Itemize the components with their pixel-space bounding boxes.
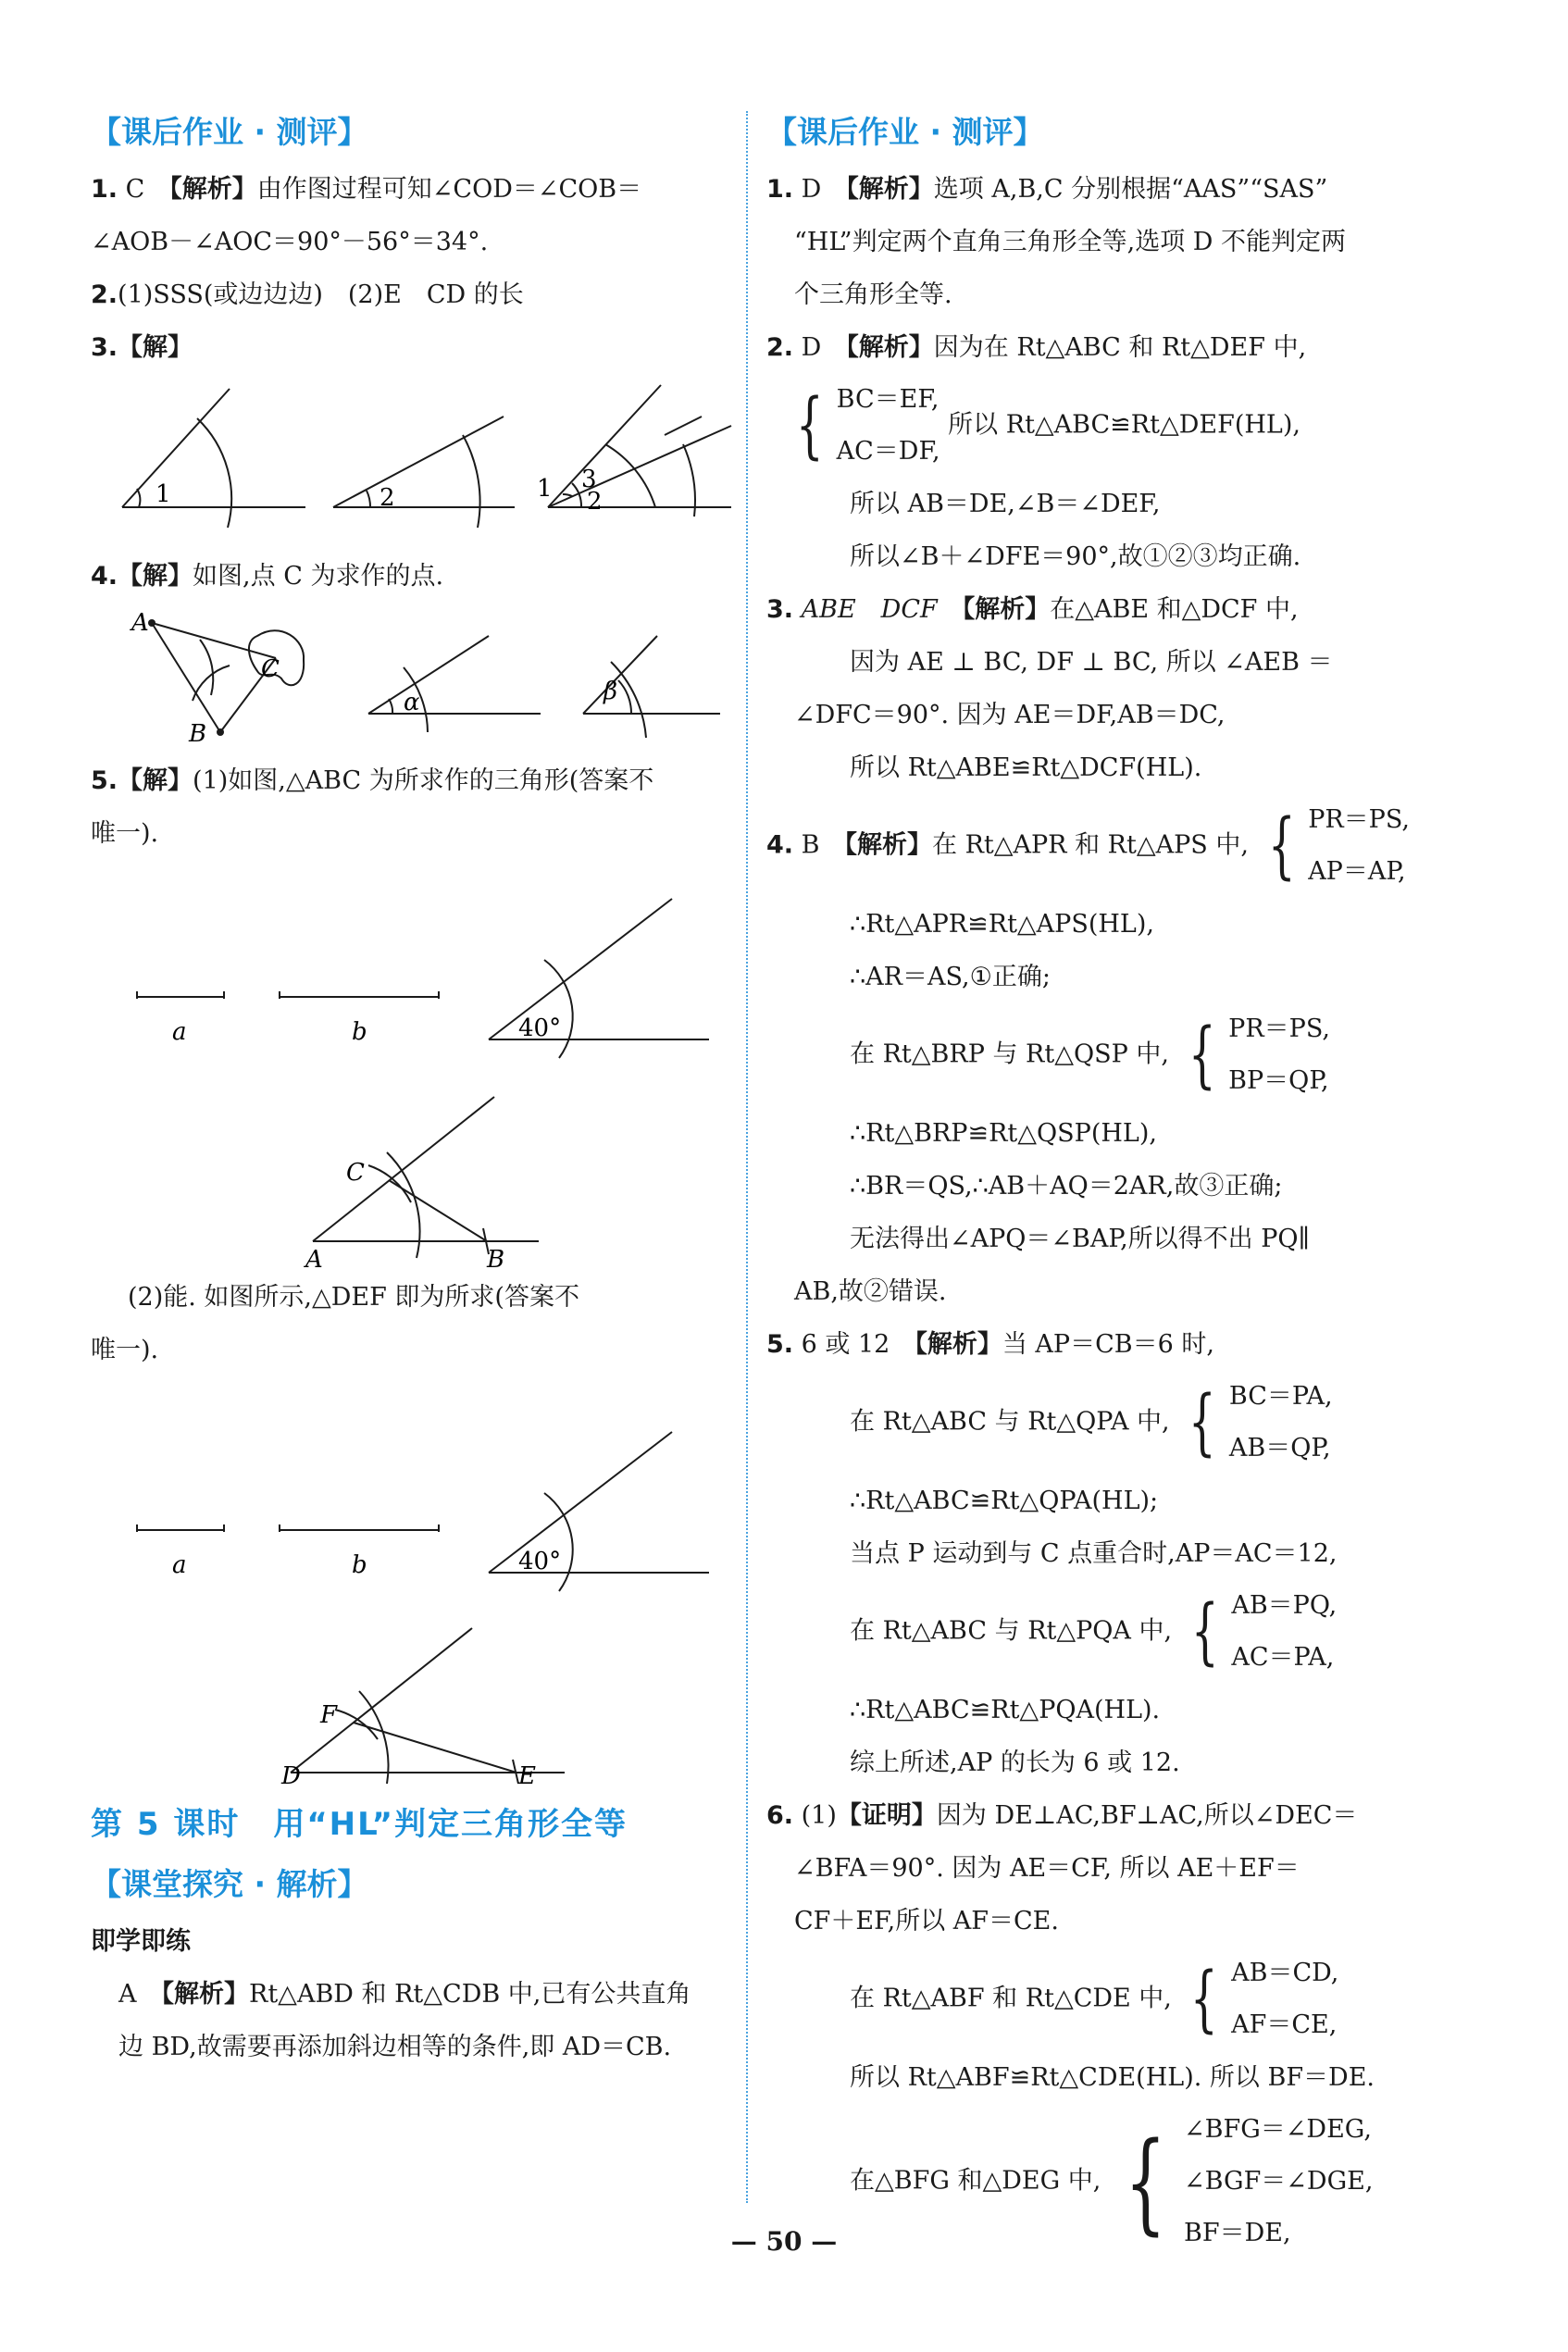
answer-text: 在 Rt△APR 和 Rt△APS 中, xyxy=(931,830,1249,860)
equation-system: { AB＝CD, AF＝CE, xyxy=(1179,1948,1338,2051)
answer-6 xyxy=(766,1789,1488,1842)
angle-label-2b: 2 xyxy=(587,488,603,516)
point-label-a: A xyxy=(305,1246,323,1274)
answer-choice: A xyxy=(118,1980,162,2009)
answer-1 xyxy=(91,163,739,216)
angle-label-2: 2 xyxy=(380,484,395,512)
point-label-b: B xyxy=(189,720,207,748)
segment-label-a: a xyxy=(172,1018,187,1046)
answer-6-line3: CF＋EF,所以 AF＝CE. xyxy=(794,1907,1059,1935)
question-number: 2. xyxy=(766,333,794,362)
right-column xyxy=(766,102,1488,2259)
question-number: 4. xyxy=(91,562,118,591)
point-label-f: F xyxy=(320,1701,338,1729)
answer-6-line5: 所以 Rt△ABF≌Rt△CDE(HL). 所以 BF＝DE. xyxy=(850,2063,1375,2092)
analysis-tag: 【解析】 xyxy=(169,175,257,204)
equation-row: AC＝PA, xyxy=(1231,1643,1335,1672)
proof-tag: 【证明】 xyxy=(836,1801,937,1830)
answer-3-line2: 因为 AE ⊥ BC, DF ⊥ BC, 所以 ∠AEB ＝ xyxy=(850,648,1333,677)
answer-3 xyxy=(91,321,739,374)
point-label-c: C xyxy=(346,1159,365,1187)
analysis-tag: 【解析】 xyxy=(846,175,934,204)
analysis-tag: 【解析】 xyxy=(844,830,932,860)
answer-5-part2-line2: 唯一). xyxy=(91,1336,159,1364)
point-label-d: D xyxy=(281,1762,301,1790)
question-number: 1. xyxy=(766,175,794,204)
answer-5-line6: ∴Rt△ABC≌Rt△PQA(HL). xyxy=(850,1696,1161,1724)
practice-answer xyxy=(91,1968,739,2021)
answer-4-line6: ∴BR＝QS,∴AB＋AQ＝2AR,故③正确; xyxy=(850,1172,1283,1201)
answer-text: 如图,点 C 为求作的点. xyxy=(193,562,444,591)
equation-row: AP＝AP, xyxy=(1308,857,1406,886)
equation-system: { BC＝EF, AC＝DF, xyxy=(785,374,940,478)
equation-system: { BC＝PA, AB＝QP, xyxy=(1177,1371,1332,1475)
answer-2-system xyxy=(766,374,1488,478)
lesson-title: 第 5 课时 用“HL”判定三角形全等 xyxy=(91,1806,628,1843)
analysis-tag: 【解析】 xyxy=(915,1330,1002,1359)
answer-4-line8: AB,故②错误. xyxy=(794,1277,947,1306)
answer-2-line4: 所以∠B＋∠DFE＝90°,故①②③均正确. xyxy=(850,542,1301,571)
equation-row: AB＝PQ, xyxy=(1231,1591,1338,1620)
question-number: 4. xyxy=(766,830,794,860)
angle-label-alpha: α xyxy=(404,689,420,716)
answer-text: 在 Rt△ABF 和 Rt△CDE 中, xyxy=(850,1984,1172,2013)
question-number: 2. xyxy=(91,280,118,309)
equation-row: AC＝DF, xyxy=(836,437,940,466)
answer-choice: ABE DCF xyxy=(793,595,963,624)
answer-5-line5 xyxy=(766,1580,1488,1684)
equation-row: ∠BGF＝∠DGE, xyxy=(1184,2167,1374,2196)
analysis-tag: 【解析】 xyxy=(846,333,934,362)
answer-2 xyxy=(91,268,739,321)
answer-3 xyxy=(766,583,1488,636)
answer-text: Rt△ABD 和 Rt△CDB 中,已有公共直角 xyxy=(249,1980,691,2009)
equation-system: { AB＝PQ, AC＝PA, xyxy=(1180,1580,1338,1684)
answer-choice: 6 或 12 xyxy=(793,1330,915,1359)
analysis-tag: 【解析】 xyxy=(962,595,1051,624)
answer-text: 在△ABE 和△DCF 中, xyxy=(1050,595,1299,624)
answer-6-line2: ∠BFA＝90°. 因为 AE＝CF, 所以 AE＋EF＝ xyxy=(794,1854,1300,1883)
practice-answer-line2: 边 BD,故需要再添加斜边相等的条件,即 AD＝CB. xyxy=(118,2033,672,2061)
equation-row: PR＝PS, xyxy=(1308,805,1410,834)
equation-system: { PR＝PS, AP＝AP, xyxy=(1257,794,1410,898)
solution-tag: 【解】 xyxy=(118,562,193,591)
figure-angle-construction xyxy=(91,380,739,537)
answer-text: 在 Rt△BRP 与 Rt△QSP 中, xyxy=(850,1039,1169,1069)
question-number: 5. xyxy=(766,1330,794,1359)
answer-text: (1)如图,△ABC 为所求作的三角形(答案不 xyxy=(193,766,654,795)
equation-row: BP＝QP, xyxy=(1228,1066,1329,1095)
equation-row: AF＝CE, xyxy=(1231,2010,1338,2039)
segment-label-b: b xyxy=(352,1551,367,1579)
question-number: 6. xyxy=(766,1801,794,1830)
answer-1 xyxy=(766,163,1488,216)
answer-choice: C xyxy=(118,175,170,204)
equation-row: AB＝QP, xyxy=(1228,1434,1331,1462)
analysis-tag: 【解析】 xyxy=(161,1980,249,2009)
answer-4 xyxy=(91,550,739,603)
figure-point-c xyxy=(91,603,739,748)
equation-row: BC＝EF, xyxy=(836,385,940,414)
answer-1-line3: 个三角形全等. xyxy=(794,280,952,309)
answer-5-part2: (2)能. 如图所示,△DEF 即为所求(答案不 xyxy=(128,1283,579,1312)
answer-5-line3: ∴Rt△ABC≌Rt△QPA(HL); xyxy=(850,1487,1159,1515)
solution-tag: 【解】 xyxy=(118,766,193,795)
answer-4-line7: 无法得出∠APQ＝∠BAP,所以得不出 PQ∥ xyxy=(850,1225,1311,1253)
section-header: 【课后作业 · 测评】 xyxy=(91,114,368,150)
answer-choice: B xyxy=(793,830,845,860)
answer-2 xyxy=(766,321,1488,374)
equation-row: BF＝DE, xyxy=(1184,2219,1291,2247)
answer-5-line7: 综上所述,AP 的长为 6 或 12. xyxy=(850,1748,1180,1777)
angle-label-1: 1 xyxy=(156,480,171,508)
answer-text: 在 Rt△ABC 与 Rt△QPA 中, xyxy=(850,1407,1170,1437)
point-label-a: A xyxy=(131,609,149,637)
answer-1-line2: “HL”判定两个直角三角形全等,选项 D 不能判定两 xyxy=(794,228,1347,256)
question-number: 3. xyxy=(91,333,118,362)
answer-4-line2: ∴Rt△APR≌Rt△APS(HL), xyxy=(850,910,1154,939)
section-header: 【课后作业 · 测评】 xyxy=(766,114,1044,150)
practice-heading: 即学即练 xyxy=(91,1927,191,1956)
answer-text: 在 Rt△ABC 与 Rt△PQA 中, xyxy=(850,1616,1173,1646)
figure-triangle-abc xyxy=(91,860,739,1274)
answer-5-line4: 当点 P 运动到与 C 点重合时,AP＝AC＝12, xyxy=(850,1539,1338,1568)
answer-4-line3: ∴AR＝AS,①正确; xyxy=(850,963,1051,991)
figure-triangle-def xyxy=(91,1376,739,1790)
answer-part: (1) xyxy=(793,1801,837,1830)
answer-text: 因为 DE⊥AC,BF⊥AC,所以∠DEC＝ xyxy=(936,1801,1358,1830)
column-divider xyxy=(746,111,748,2203)
answer-5-line2: 唯一). xyxy=(91,819,159,848)
answer-text: 因为在 Rt△ABC 和 Rt△DEF 中, xyxy=(933,333,1307,362)
equation-system: { PR＝PS, BP＝QP, xyxy=(1177,1003,1330,1107)
answer-1-line2: ∠AOB－∠AOC＝90°－56°＝34°. xyxy=(91,228,489,256)
equation-row: ∠BFG＝∠DEG, xyxy=(1184,2115,1372,2144)
question-number: 1. xyxy=(91,175,118,204)
angle-label-beta: β xyxy=(604,678,618,705)
question-number: 5. xyxy=(91,766,118,795)
page-number: — 50 — xyxy=(730,2226,838,2257)
answer-4-line5: ∴Rt△BRP≌Rt△QSP(HL), xyxy=(850,1119,1157,1148)
answer-4 xyxy=(766,794,1488,898)
solution-tag: 【解】 xyxy=(118,333,193,362)
answer-6-line4 xyxy=(766,1948,1488,2051)
left-column xyxy=(91,102,739,2073)
answer-text: (1)SSS(或边边边) (2)E CD 的长 xyxy=(118,280,524,309)
sub-header: 【课堂探究 · 解析】 xyxy=(91,1866,368,1902)
segment-label-a: a xyxy=(172,1551,187,1579)
answer-choice: D xyxy=(793,333,847,362)
answer-3-line4: 所以 Rt△ABE≌Rt△DCF(HL). xyxy=(850,753,1202,782)
answer-4-line4 xyxy=(766,1003,1488,1107)
equation-system: { ∠BFG＝∠DEG, ∠BGF＝∠DGE, BF＝DE, xyxy=(1109,2104,1373,2259)
answer-3-line3: ∠DFC＝90°. 因为 AE＝DF,AB＝DC, xyxy=(794,701,1226,729)
answer-text: 所以 Rt△ABC≌Rt△DEF(HL), xyxy=(948,410,1300,440)
answer-5-line2 xyxy=(766,1371,1488,1475)
answer-text: 由作图过程可知∠COD＝∠COB＝ xyxy=(256,175,642,204)
point-label-b: B xyxy=(487,1246,505,1274)
answer-text: 选项 A,B,C 分别根据“AAS”“SAS” xyxy=(933,175,1328,204)
angle-label-3: 3 xyxy=(581,466,597,493)
answer-2-line3: 所以 AB＝DE,∠B＝∠DEF, xyxy=(850,490,1161,518)
answer-5 xyxy=(91,754,739,807)
point-label-c: C xyxy=(261,655,280,683)
answer-choice: D xyxy=(793,175,847,204)
equation-row: PR＝PS, xyxy=(1228,1014,1330,1043)
angle-label-40: 40° xyxy=(518,1548,562,1575)
answer-text: 在△BFG 和△DEG 中, xyxy=(850,2166,1101,2196)
segment-label-b: b xyxy=(352,1018,367,1046)
answer-5 xyxy=(766,1318,1488,1371)
equation-row: BC＝PA, xyxy=(1228,1382,1333,1411)
angle-label-1b: 1 xyxy=(537,475,553,503)
point-label-e: E xyxy=(518,1762,536,1790)
question-number: 3. xyxy=(766,595,794,624)
equation-row: AB＝CD, xyxy=(1231,1959,1339,1987)
answer-text: 当 AP＝CB＝6 时, xyxy=(1002,1330,1214,1359)
angle-label-40: 40° xyxy=(518,1014,562,1042)
